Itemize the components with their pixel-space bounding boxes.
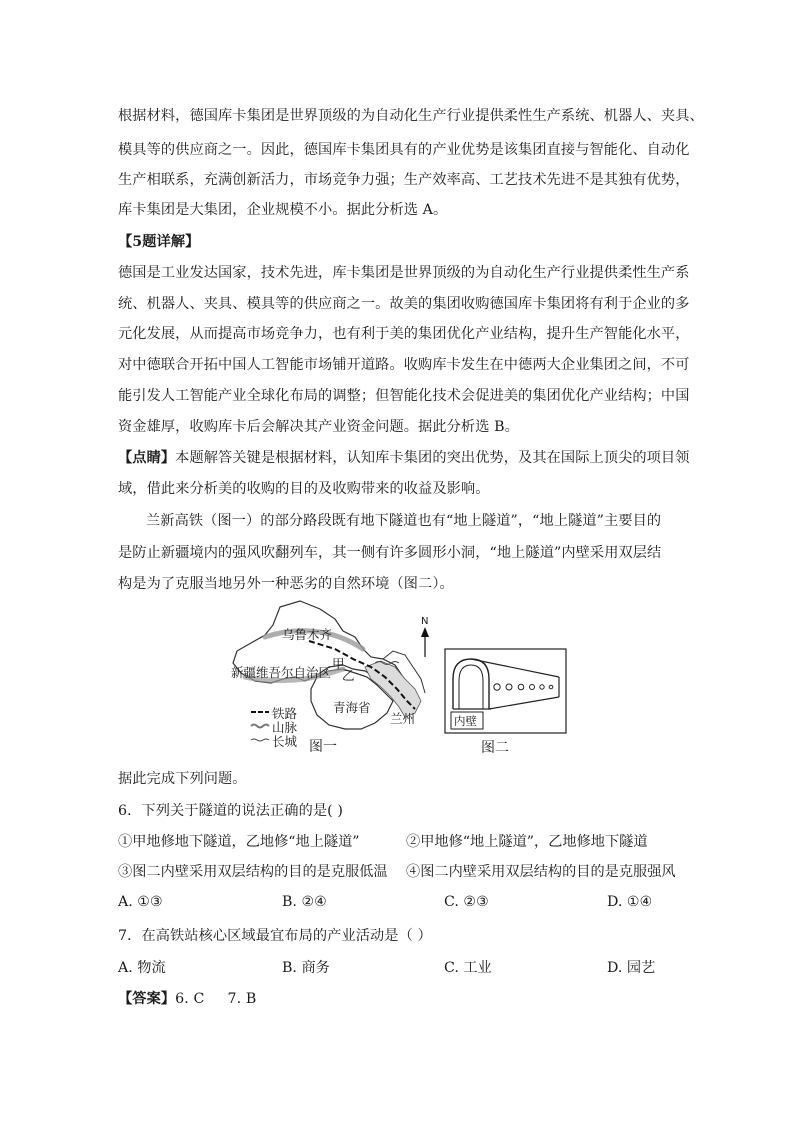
legend-wall-sample bbox=[251, 739, 269, 741]
p2-line-4: 对中德联合开拓中国人工智能市场铺开道路。收购库卡发生在中德两大企业集团之间，不可 bbox=[118, 357, 690, 373]
legend-wall: 长城 bbox=[272, 734, 298, 749]
p1-line-4: 库卡集团是大集团，企业规模不小。据此分析选 A。 bbox=[118, 202, 448, 218]
map-label-lanzhou: 兰州 bbox=[390, 711, 416, 726]
q6-statement-4: ④图二内壁采用双层结构的目的是克服强风 bbox=[406, 864, 676, 880]
map-label-urumqi: 乌鲁木齐 bbox=[282, 627, 333, 642]
p2-line-3: 元化发展，从而提高市场竞争力，也有利于美的集团优化产业结构，提升生产智能化水平， bbox=[118, 326, 690, 342]
legend-mountain: 山脉 bbox=[272, 720, 298, 735]
answer-label: 【答案】 bbox=[118, 991, 176, 1007]
q7-option-d: D. 园艺 bbox=[607, 960, 656, 976]
q6-option-d: D. ①④ bbox=[607, 894, 653, 910]
north-label: N bbox=[421, 616, 429, 627]
p4-line-1: 兰新高铁（图一）的部分路段既有地下隧道也有“地上隧道”，“地上隧道”主要目的 bbox=[146, 513, 662, 529]
p4-line-2: 是防止新疆境内的强风吹翻列车，其一侧有许多圆形小洞，“地上隧道”内壁采用双层结 bbox=[118, 545, 662, 561]
q6-statement-1: ①甲地修地下隧道，乙地修“地上隧道” bbox=[118, 834, 360, 850]
dianjing-line-1 bbox=[118, 447, 690, 467]
tunnel-inner-wall-label: 内壁 bbox=[454, 714, 477, 728]
q6-option-c: C. ②③ bbox=[444, 894, 489, 910]
p1-line-2: 模具等的供应商之一。因此，德国库卡集团具有的产业优势是该集团直接与智能化、自动化 bbox=[118, 142, 690, 158]
q6-statement-3: ③图二内壁采用双层结构的目的是克服低温 bbox=[118, 864, 388, 880]
dianjing-line-2: 域，借此来分析美的收购的目的及收购带来的收益及影响。 bbox=[118, 481, 490, 497]
q6-statement-2: ②甲地修“地上隧道”，乙地修地下隧道 bbox=[406, 834, 648, 850]
dianjing-label: 【点睛】 bbox=[118, 450, 176, 466]
q7-stem: 7．在高铁站核心区域最宜布局的产业活动是（ ） bbox=[118, 928, 432, 944]
north-arrow-head bbox=[421, 627, 429, 637]
legend-railway: 铁路 bbox=[272, 706, 298, 721]
instruction: 据此完成下列问题。 bbox=[118, 771, 247, 787]
q5-header: 【5题详解】 bbox=[118, 234, 200, 250]
p2-line-5: 能引发人工智能产业全球化布局的调整；但智能化技术会促进美的集团优化产业结构；中国 bbox=[118, 388, 690, 404]
figure-1-caption: 图一 bbox=[309, 739, 337, 755]
answer-line bbox=[118, 988, 256, 1008]
q7-option-c: C. 工业 bbox=[444, 960, 492, 976]
q7-option-b: B. 商务 bbox=[282, 960, 330, 976]
figure-2-caption: 图二 bbox=[481, 740, 509, 756]
map-label-yi: 乙 bbox=[342, 668, 355, 683]
answer-text: 6. C 7. B bbox=[175, 991, 257, 1007]
p4-line-3: 构是为了克服当地另外一种恶劣的自然环境（图二）。 bbox=[118, 576, 454, 592]
p2-line-6: 资金雄厚，收购库卡后会解决其产业资金问题。据此分析选 B。 bbox=[118, 419, 519, 435]
legend-mountain-sample bbox=[251, 725, 269, 728]
p2-line-2: 统、机器人、夹具、模具等的供应商之一。故美的集团收购德国库卡集团将有利于企业的多 bbox=[118, 296, 690, 312]
q6-option-b: B. ②④ bbox=[282, 894, 327, 910]
map-label-qinghai: 青海省 bbox=[333, 700, 371, 715]
q6-option-a: A. ①③ bbox=[118, 894, 163, 910]
q6-stem: 6．下列关于隧道的说法正确的是( ) bbox=[118, 803, 344, 819]
dianjing-text: 本题解答关键是根据材料，认知库卡集团的突出优势，及其在国际上顶尖的项目领 bbox=[175, 450, 690, 466]
map-label-jia: 甲 bbox=[332, 656, 345, 671]
p1-line-1: 根据材料，德国库卡集团是世界顶级的为自动化生产行业提供柔性生产系统、机器人、夹具、 bbox=[118, 108, 704, 124]
map-label-xinjiang: 新疆维吾尔自治区 bbox=[231, 665, 332, 680]
figure-map-and-tunnel bbox=[225, 597, 570, 759]
p1-line-3: 生产相联系，充满创新活力，市场竞争力强；生产效率高、工艺技术先进不是其独有优势， bbox=[118, 172, 690, 188]
p2-line-1: 德国是工业发达国家，技术先进，库卡集团是世界顶级的为自动化生产行业提供柔性生产系 bbox=[118, 265, 690, 281]
q7-option-a: A. 物流 bbox=[118, 960, 166, 976]
